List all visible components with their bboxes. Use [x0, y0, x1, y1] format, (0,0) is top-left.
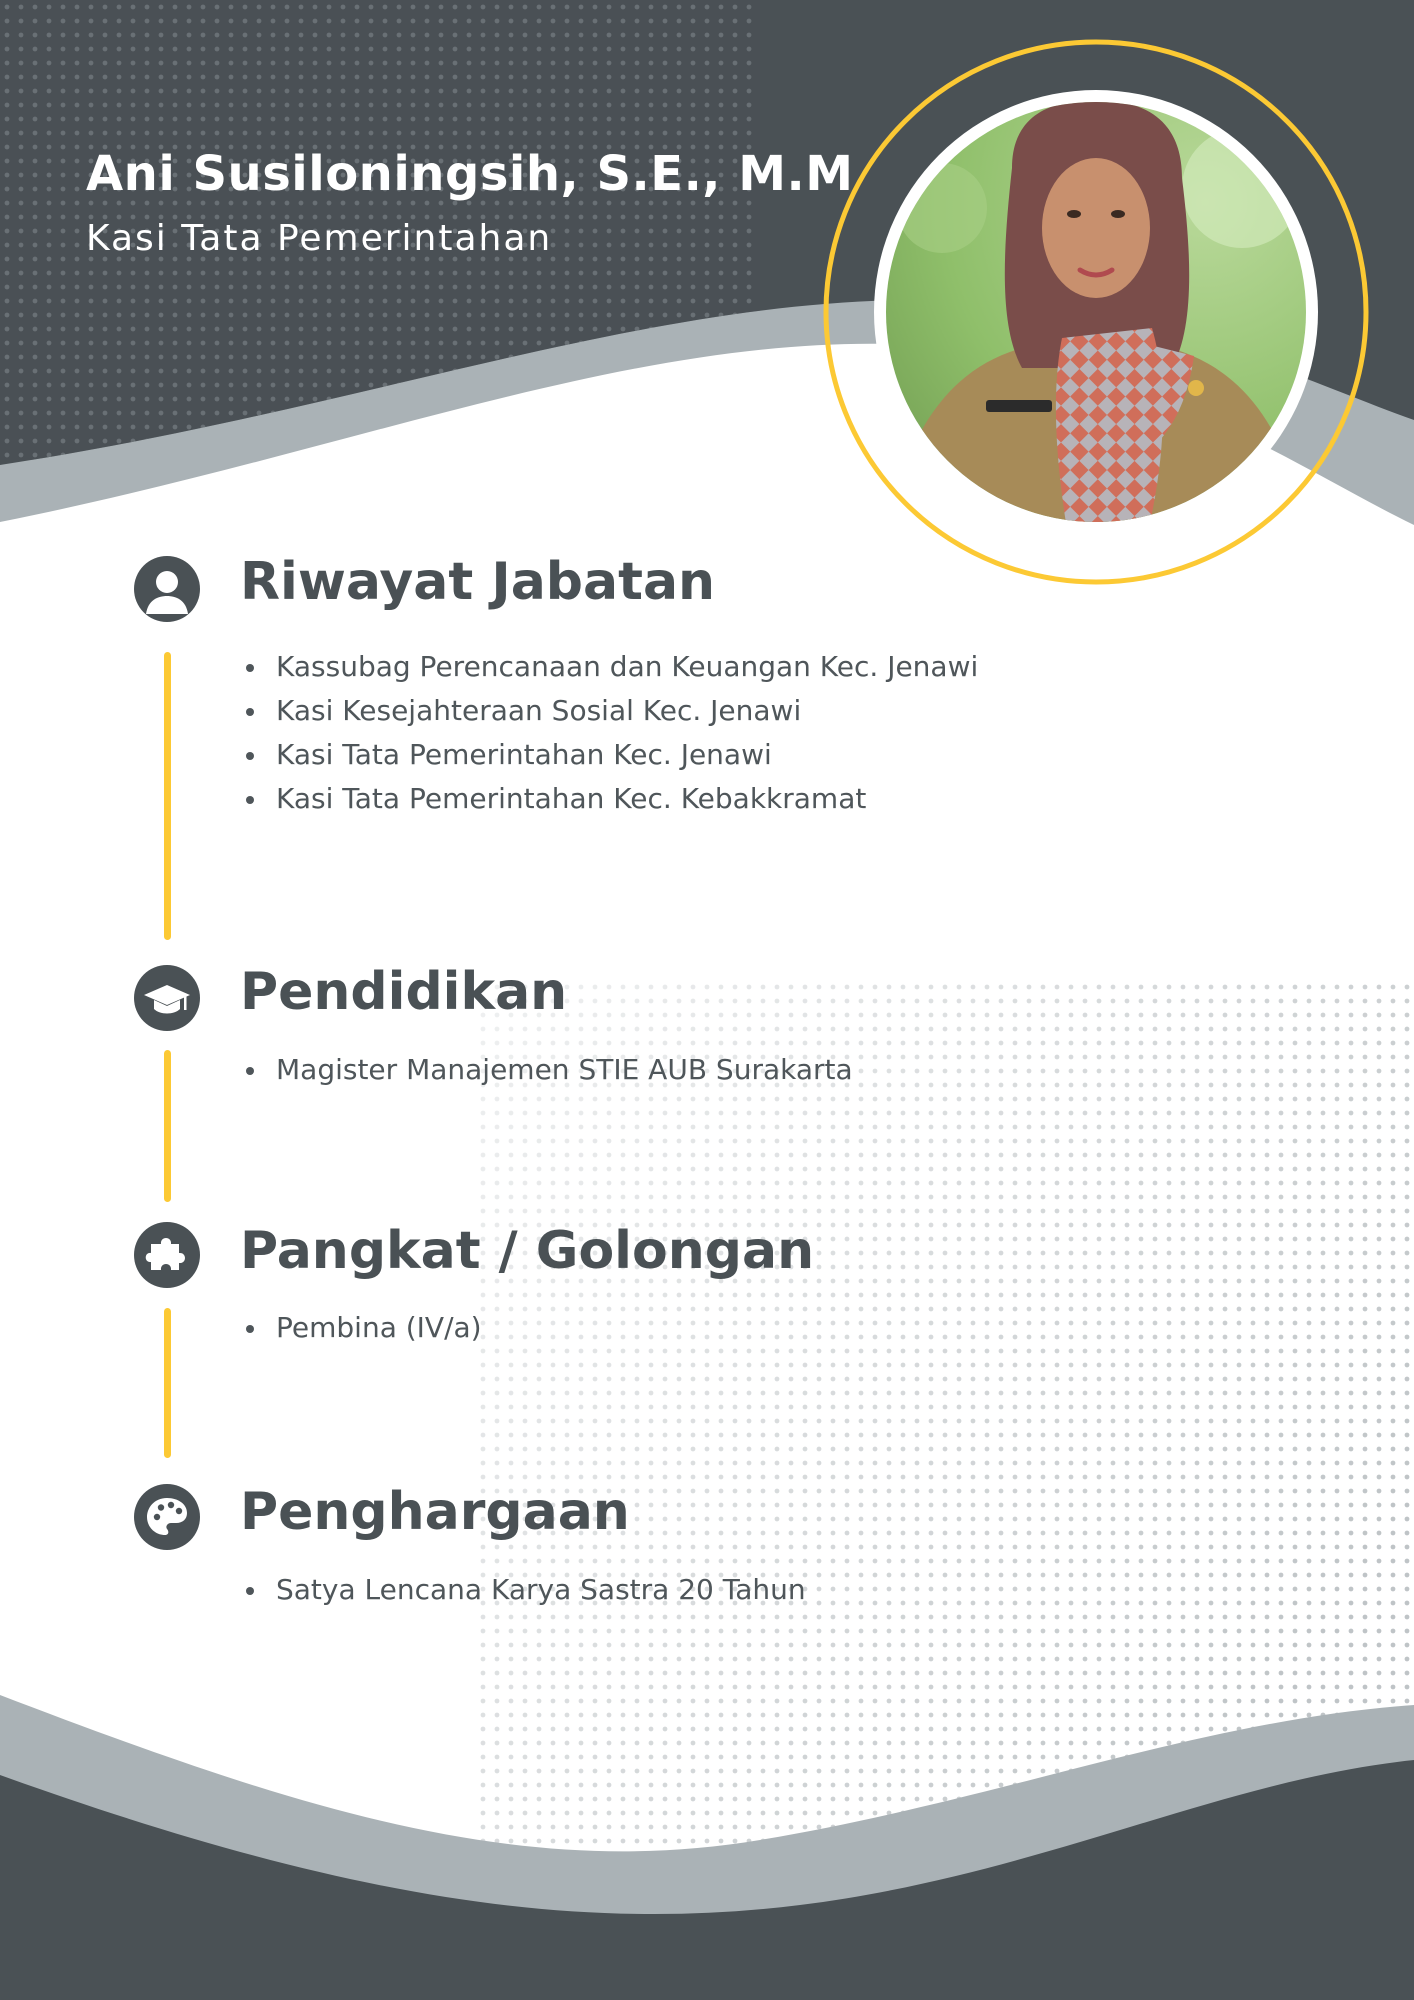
list-item: Satya Lencana Karya Sastra 20 Tahun [238, 1568, 1238, 1612]
list-item: Kasi Tata Pemerintahan Kec. Jenawi [238, 733, 1238, 777]
list-item: Magister Manajemen STIE AUB Surakarta [238, 1048, 1238, 1092]
timeline-line [164, 652, 171, 940]
profile-photo [822, 38, 1370, 586]
list-item: Pembina (IV/a) [238, 1306, 1238, 1350]
person-name: Ani Susiloningsih, S.E., M.M [86, 146, 854, 202]
list-item: Kasi Tata Pemerintahan Kec. Kebakkramat [238, 777, 1238, 821]
pangkat-golongan-list [238, 1306, 1238, 1350]
puzzle-icon [134, 1222, 200, 1288]
section-title-pangkat-golongan: Pangkat / Golongan [240, 1221, 815, 1281]
user-icon [134, 556, 200, 622]
penghargaan-list [238, 1568, 1238, 1612]
list-item: Kasi Kesejahteraan Sosial Kec. Jenawi [238, 689, 1238, 733]
graduation-cap-icon [134, 965, 200, 1031]
riwayat-jabatan-list [238, 645, 1238, 821]
section-title-penghargaan: Penghargaan [240, 1482, 630, 1542]
section-title-riwayat-jabatan: Riwayat Jabatan [240, 552, 716, 612]
pendidikan-list [238, 1048, 1238, 1092]
section-title-pendidikan: Pendidikan [240, 962, 568, 1022]
list-item: Kassubag Perencanaan dan Keuangan Kec. Jenawi [238, 645, 1238, 689]
palette-icon [134, 1484, 200, 1550]
person-position: Kasi Tata Pemerintahan [86, 218, 553, 259]
timeline-line [164, 1050, 171, 1202]
timeline-line [164, 1308, 171, 1458]
